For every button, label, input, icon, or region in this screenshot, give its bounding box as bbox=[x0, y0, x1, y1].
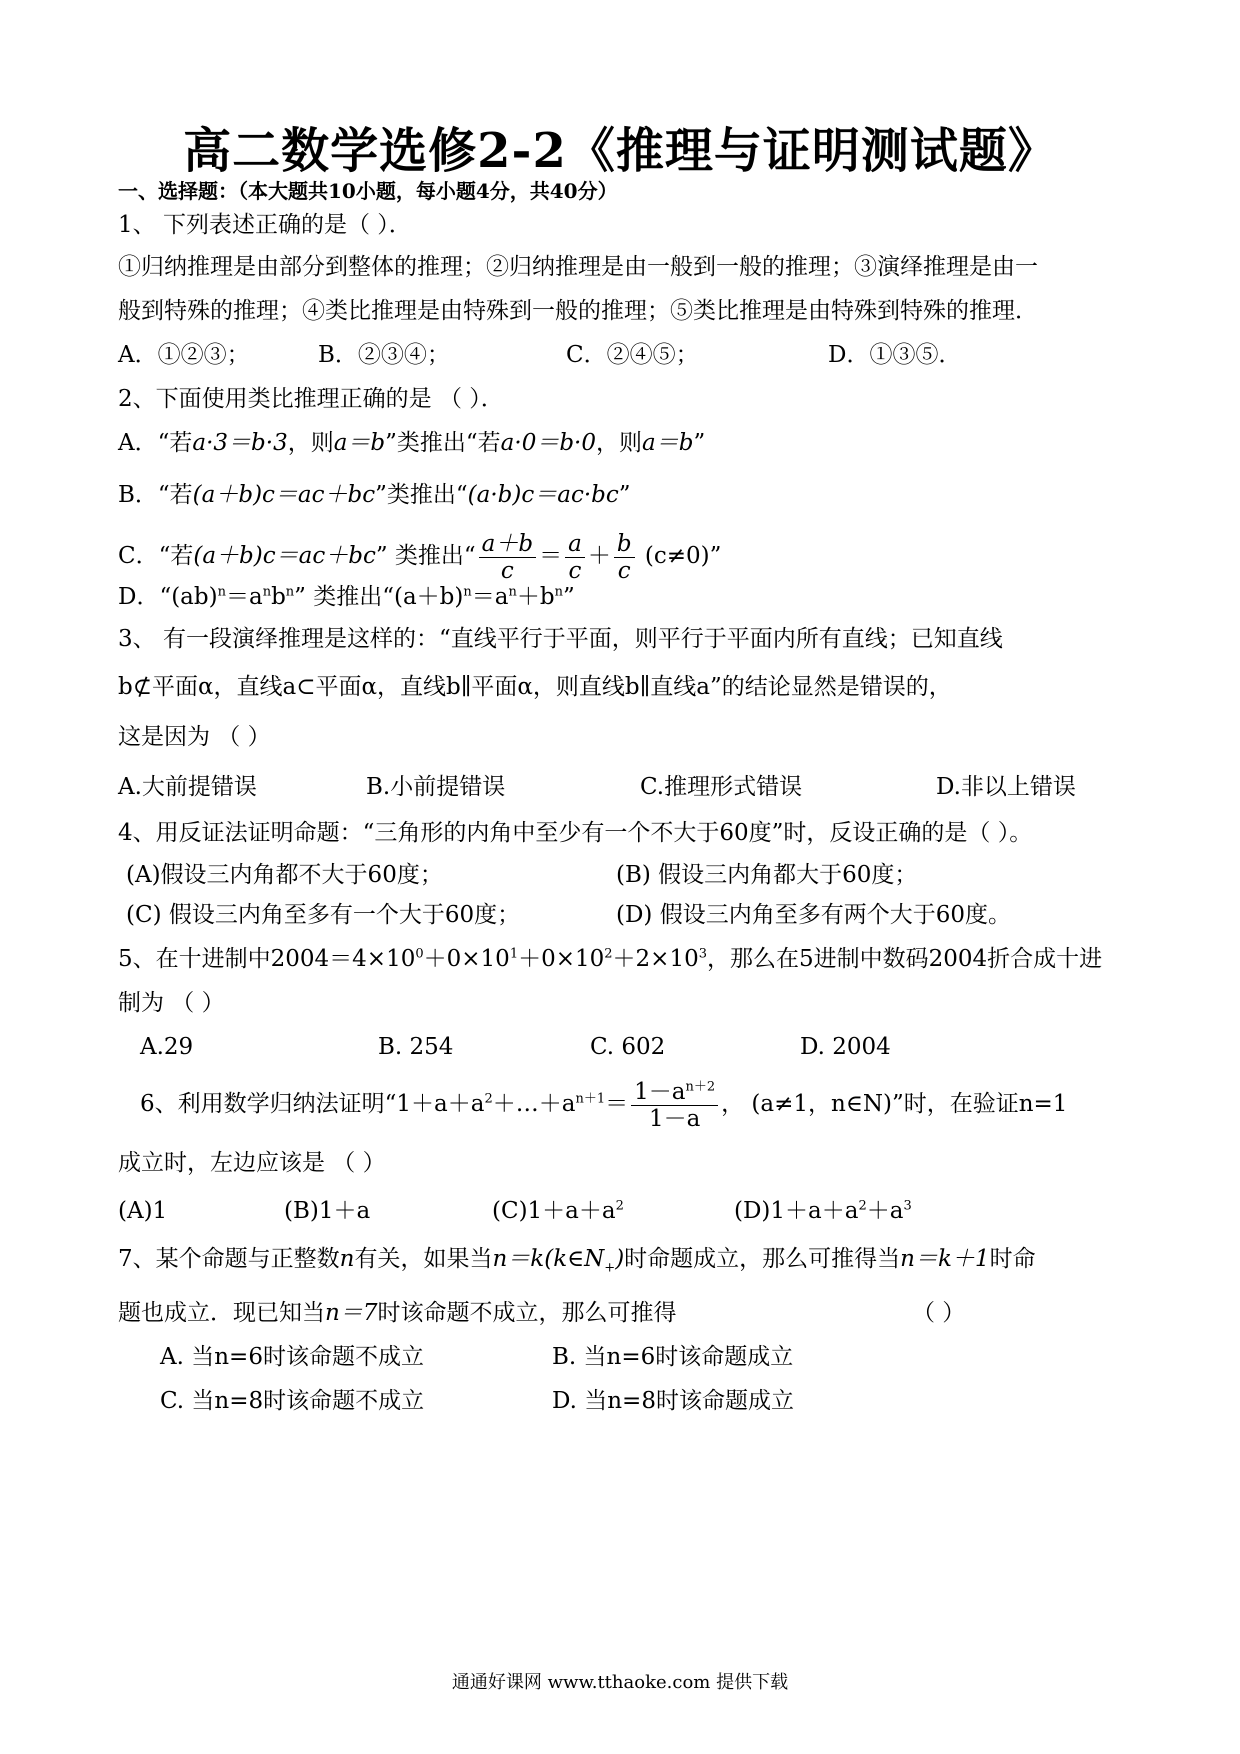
q7-line1 bbox=[118, 1244, 1036, 1274]
q2-d-mid: ” 类推出“(a＋b) bbox=[294, 584, 464, 610]
q2-a-eq3: a·0＝b·0 bbox=[500, 430, 596, 456]
q2-c-fraction-1 bbox=[479, 531, 536, 584]
q7-l1-d: 时命 bbox=[989, 1246, 1036, 1272]
q5-option-a: A.29 bbox=[140, 1034, 194, 1060]
q5-sup3: 3 bbox=[698, 946, 707, 962]
q6-option-c-text: (C)1＋a＋a bbox=[492, 1198, 616, 1224]
q6-option-d-sup2: 3 bbox=[903, 1198, 912, 1214]
q6-option-c-sup: 2 bbox=[615, 1198, 624, 1214]
q2-a-end: ” bbox=[693, 430, 706, 456]
q6-option-d-mid: ＋a bbox=[866, 1198, 904, 1224]
q7-l1-c: 时命题成立，那么可推得当 bbox=[624, 1246, 901, 1272]
q5-sup2: 2 bbox=[604, 946, 613, 962]
q2-c-end: (c≠0)” bbox=[637, 543, 722, 569]
section-heading: 一、选择题：（本大题共10小题，每小题4分，共40分） bbox=[118, 179, 618, 203]
q6-option-c bbox=[492, 1196, 624, 1226]
q2-a-prefix: A．“若 bbox=[118, 430, 193, 456]
q2-b-mid: ”类推出“ bbox=[375, 482, 468, 508]
q7-line2 bbox=[118, 1298, 676, 1328]
q3-line3: 这是因为 （ ） bbox=[118, 724, 271, 750]
q7-l1-a: 7、某个命题与正整数 bbox=[118, 1246, 340, 1272]
q6-frac-den: 1－a bbox=[648, 1105, 701, 1132]
q5-sup1: 1 bbox=[509, 946, 519, 962]
q2-d-sup6: n bbox=[554, 584, 563, 600]
q2-b-prefix: B．“若 bbox=[118, 482, 193, 508]
q2-option-d bbox=[118, 582, 575, 612]
q2-a-mid3: ，则 bbox=[596, 430, 642, 456]
q2-c-fraction-2 bbox=[565, 531, 585, 584]
q6-sup-b: n＋1 bbox=[575, 1091, 606, 1107]
q3-option-c: C.推理形式错误 bbox=[640, 774, 803, 800]
q7-l2-b: 时该命题不成立，那么可推得 bbox=[377, 1300, 677, 1326]
q6-option-d-text: (D)1＋a＋a bbox=[734, 1198, 859, 1224]
q2-d-eq2: ＝a bbox=[471, 584, 509, 610]
q5-eq-b: ＋0×10 bbox=[423, 946, 510, 972]
q4-option-c: (C) 假设三内角至多有一个大于60度； bbox=[126, 902, 521, 928]
q2-c-frac1-den: c bbox=[500, 557, 514, 584]
q6-fraction bbox=[631, 1079, 718, 1132]
q6-pre: 6、利用数学归纳法证明“1＋a＋a bbox=[140, 1091, 485, 1117]
q2-c-frac1-num: a＋b bbox=[479, 531, 536, 558]
q2-d-sup3: n bbox=[285, 584, 295, 600]
q7-l1-b: 有关，如果当 bbox=[354, 1246, 493, 1272]
q1-option-a: A．①②③； bbox=[118, 342, 250, 368]
q6-frac-num-text: 1－a bbox=[634, 1078, 686, 1105]
q2-a-mid1: ，则 bbox=[287, 430, 334, 456]
q1-option-c: C．②④⑤； bbox=[566, 342, 699, 368]
q2-c-frac2-num: a bbox=[565, 531, 585, 558]
q1-text-line2: 般到特殊的推理；④类比推理是由特殊到一般的推理；⑤类比推理是由特殊到特殊的推理． bbox=[118, 298, 1038, 324]
q2-c-fraction-3 bbox=[614, 531, 635, 584]
q5-sup0: 0 bbox=[415, 946, 424, 962]
q5-option-d: D. 2004 bbox=[800, 1034, 891, 1060]
q2-a-eq4: a＝b bbox=[642, 430, 694, 456]
q7-option-d: D. 当n=8时该命题成立 bbox=[552, 1388, 794, 1414]
q5-option-c: C. 602 bbox=[590, 1034, 666, 1060]
q5-line2: 制为 （ ） bbox=[118, 990, 225, 1016]
q6-frac-num bbox=[631, 1079, 718, 1106]
q3-line1: 3、 有一段演绎推理是这样的：“直线平行于平面，则平行于平面内所有直线；已知直线 bbox=[118, 626, 1003, 652]
q3-option-a: A.大前提错误 bbox=[118, 774, 257, 800]
q4-stem: 4、用反证法证明命题：“三角形的内角中至少有一个不大于60度”时，反设正确的是（ ）。 bbox=[118, 820, 1033, 846]
page-footer: 通通好课网 www.tthaoke.com 提供下载 bbox=[451, 1672, 789, 1693]
q5-option-b: B. 254 bbox=[378, 1034, 454, 1060]
q4-option-a: (A)假设三内角都不大于60度； bbox=[126, 862, 443, 888]
q2-d-b: b bbox=[271, 584, 286, 610]
q2-c-frac3-den: c bbox=[617, 557, 631, 584]
q7-option-b: B. 当n=6时该命题成立 bbox=[552, 1344, 794, 1370]
q2-d-sup4: n bbox=[463, 584, 472, 600]
q6-frac-num-sup: n＋2 bbox=[685, 1078, 716, 1094]
q6-option-a: (A)1 bbox=[118, 1198, 168, 1224]
q2-option-b bbox=[118, 480, 631, 510]
q4-option-b: (B) 假设三内角都大于60度； bbox=[616, 862, 918, 888]
q4-option-d: (D) 假设三内角至多有两个大于60度。 bbox=[616, 902, 1011, 928]
q5-eq-d: ＋2×10 bbox=[612, 946, 699, 972]
q5-eq-a: 2004＝4×10 bbox=[270, 946, 416, 972]
q2-option-a bbox=[118, 428, 705, 458]
q2-a-mid2: ”类推出“若 bbox=[385, 430, 501, 456]
q6-post: ， (a≠1，n∈N)”时，在验证n=1 bbox=[721, 1091, 1068, 1117]
q6-eq: ＝ bbox=[605, 1091, 629, 1117]
q2-a-eq1: a·3＝b·3 bbox=[192, 430, 288, 456]
q2-d-sup5: n bbox=[508, 584, 517, 600]
q7-eq2: n＝k＋1 bbox=[900, 1246, 990, 1272]
q7-option-c: C. 当n=8时该命题不成立 bbox=[160, 1388, 425, 1414]
q2-b-eq2: (a·b)c＝ac·bc bbox=[467, 482, 619, 508]
q2-c-eq1: (a＋b)c＝ac＋bc bbox=[193, 543, 376, 569]
q5-pre: 5、在十进制中 bbox=[118, 946, 271, 972]
q1-text-line1: ①归纳推理是由部分到整体的推理；②归纳推理是由一般到一般的推理；③演绎推理是由一 bbox=[118, 254, 1038, 280]
q5-stem bbox=[118, 944, 1102, 974]
q2-option-c bbox=[118, 528, 721, 584]
q2-b-end: ” bbox=[618, 482, 631, 508]
q2-d-sup2: n bbox=[262, 584, 272, 600]
q1-option-d: D．①③⑤． bbox=[828, 342, 962, 368]
q5-eq-c: ＋0×10 bbox=[518, 946, 605, 972]
page-title: 高二数学选修2-2《推理与证明测试题》 bbox=[183, 123, 1057, 179]
q2-a-eq2: a＝b bbox=[333, 430, 386, 456]
q3-option-b: B.小前提错误 bbox=[366, 774, 506, 800]
q2-d-end: ” bbox=[562, 584, 575, 610]
q2-stem: 2、下面使用类比推理正确的是 （ ）． bbox=[118, 386, 504, 412]
q2-c-prefix: C．“若 bbox=[118, 543, 194, 569]
q2-d-plus: ＋b bbox=[516, 584, 555, 610]
q7-eq1-sub: + bbox=[604, 1260, 616, 1276]
q6-option-d-sup1: 2 bbox=[858, 1198, 867, 1214]
q2-c-frac2-den: c bbox=[568, 557, 582, 584]
q2-b-eq1: (a＋b)c＝ac＋bc bbox=[192, 482, 376, 508]
q5-post: ，那么在5进制中数码2004折合成十进 bbox=[707, 946, 1103, 972]
q7-eq1: n＝k(k∈N bbox=[492, 1246, 605, 1272]
q1-stem: 1、 下列表述正确的是（ ）． bbox=[118, 212, 412, 238]
q7-answer-paren: （ ） bbox=[912, 1300, 966, 1326]
q2-d-prefix: D．“(ab) bbox=[118, 584, 218, 610]
q2-d-sup1: n bbox=[217, 584, 226, 600]
q7-l2-a: 题也成立．现已知当 bbox=[118, 1300, 325, 1326]
q2-c-frac3-num: b bbox=[614, 531, 635, 558]
q7-n1: n bbox=[339, 1246, 355, 1272]
q6-line2: 成立时，左边应该是 （ ） bbox=[118, 1150, 386, 1176]
q6-mid: ＋…＋a bbox=[492, 1091, 576, 1117]
q3-line2: b⊄平面α，直线a⊂平面α，直线b∥平面α，则直线b∥直线a”的结论显然是错误的， bbox=[118, 674, 952, 700]
q6-sup-a: 2 bbox=[484, 1091, 493, 1107]
q2-c-eq-sign: ＝ bbox=[539, 543, 563, 569]
q6-stem bbox=[140, 1076, 1067, 1132]
q7-eq1-end: ) bbox=[615, 1246, 625, 1272]
q2-d-eq1: ＝a bbox=[225, 584, 263, 610]
q3-option-d: D.非以上错误 bbox=[936, 774, 1076, 800]
q7-eq3: n＝7 bbox=[325, 1300, 378, 1326]
q2-c-plus: ＋ bbox=[587, 543, 611, 569]
q1-option-b: B．②③④； bbox=[318, 342, 450, 368]
q2-c-mid: ” 类推出“ bbox=[375, 543, 476, 569]
q7-option-a: A. 当n=6时该命题不成立 bbox=[160, 1344, 424, 1370]
q6-option-d bbox=[734, 1196, 912, 1226]
q6-option-b: (B)1＋a bbox=[284, 1198, 371, 1224]
